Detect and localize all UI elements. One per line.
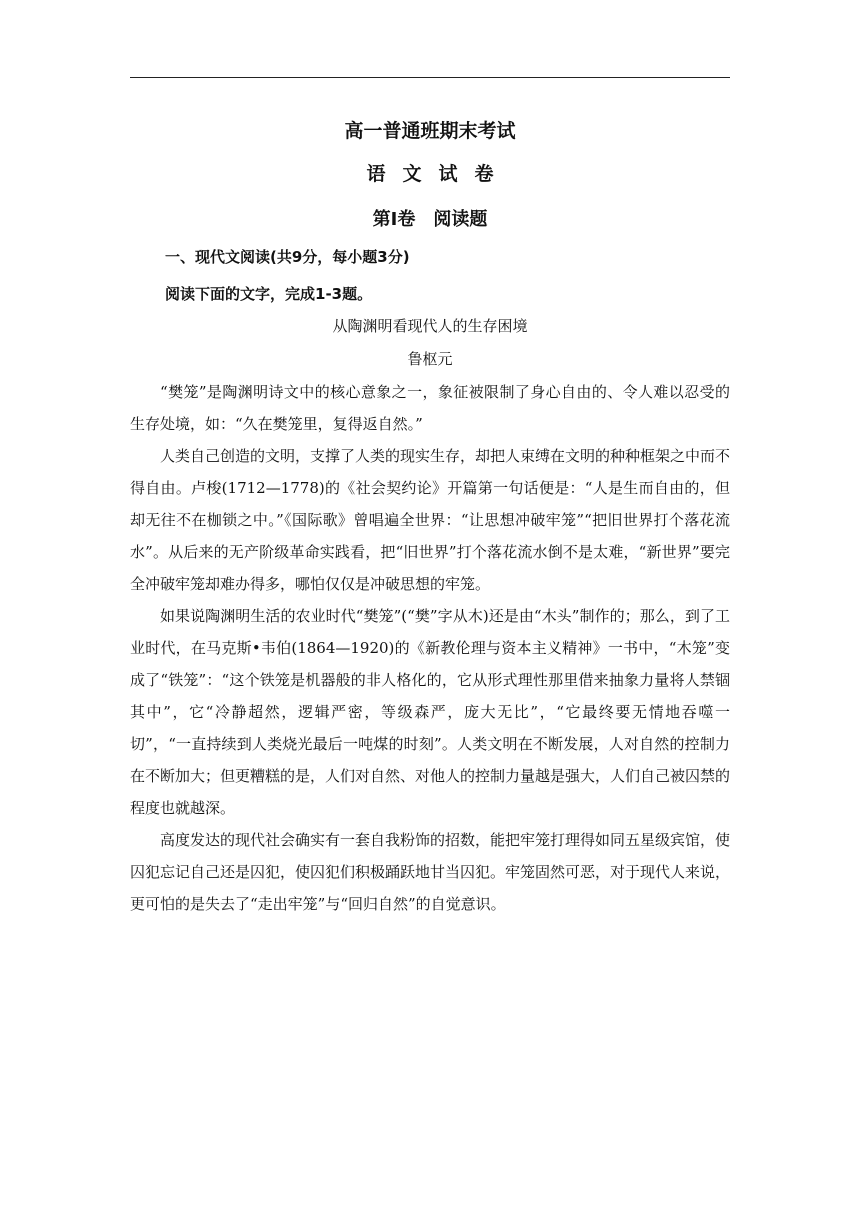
article-paragraph-1: “樊笼”是陶渊明诗文中的核心意象之一，象征被限制了身心自由的、令人难以忍受的生存处境，如：“久在樊笼里，复得返自然。” <box>130 383 730 433</box>
article-body <box>130 376 730 920</box>
article-paragraph-2: 人类自己创造的文明，支撑了人类的现实生存，却把人束缚在文明的种种框架之中而不得自由。卢梭(1712—1778)的《社会契约论》开篇第一句话便是：“人是生而自由的，但却无往不在枷锁之中。”《国际歌》曾唱遍全世界：“让思想冲破牢笼”“把旧世界打个落花流水”。从后来的无产阶级革命实践看，把“旧世界”打个落花流水倒不是太难，“新世界”要完全冲破牢笼却难办得多，哪怕仅仅是冲破思想的牢笼。 <box>130 447 731 593</box>
article-paragraph-3: 如果说陶渊明生活的农业时代“樊笼”(“樊”字从木)还是由“木头”制作的；那么，到了工业时代，在马克斯•韦伯(1864—1920)的《新教伦理与资本主义精神》一书中，“木笼”变成了“铁笼”：“这个铁笼是机器般的非人格化的，它从形式理性那里借来抽象力量将人禁锢其中”，它“冷静超然，逻辑严密，等级森严，庞大无比”，“它最终要无情地吞噬一切”，“一直持续到人类烧光最后一吨煤的时刻”。人类文明在不断发展，人对自然的控制力在不断加大；但更糟糕的是，人们对自然、对他人的控制力量越是强大，人们自己被囚禁的程度也就越深。 <box>130 607 731 817</box>
article-paragraph-4: 高度发达的现代社会确实有一套自我粉饰的招数，能把牢笼打理得如同五星级宾馆，使囚犯忘记自己还是囚犯，使囚犯们积极踊跃地甘当囚犯。牢笼固然可恶，对于现代人来说，更可怕的是失去了“走出牢笼”与“回归自然”的自觉意识。 <box>130 831 731 913</box>
exam-page <box>130 0 730 1216</box>
exam-title: 高一普通班期末考试 <box>344 120 516 142</box>
exam-part-title: 第Ⅰ卷 阅读题 <box>372 209 488 230</box>
article-author: 鲁枢元 <box>407 350 453 368</box>
article-title: 从陶渊明看现代人的生存困境 <box>332 317 528 335</box>
section-instruction: 阅读下面的文字，完成1-3题。 <box>165 285 373 303</box>
header-rule <box>130 77 730 78</box>
section-heading: 一、现代文阅读(共9分，每小题3分) <box>165 248 410 266</box>
exam-subtitle: 语文试卷 <box>366 163 511 185</box>
